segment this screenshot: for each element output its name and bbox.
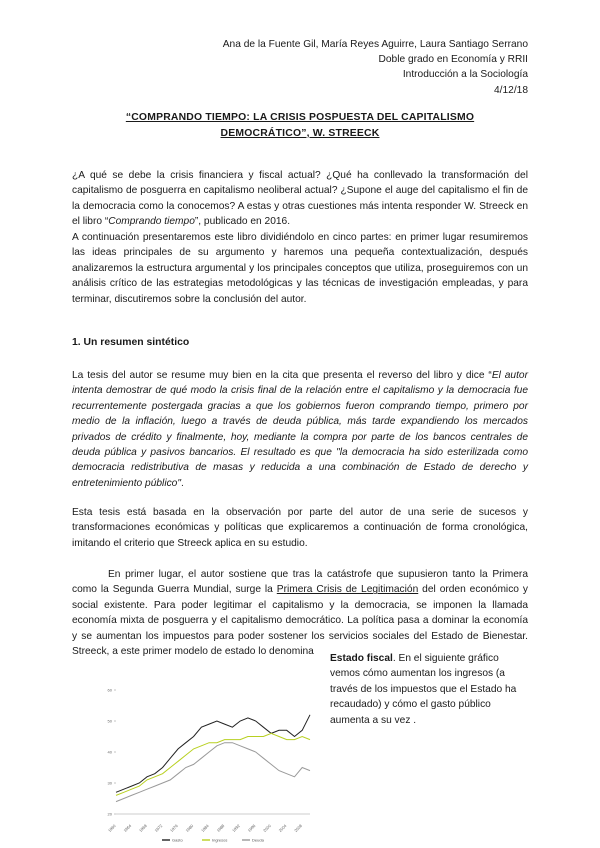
legitimation-crisis-term: Primera Crisis de Legitimación — [276, 584, 419, 596]
s1-p3-text-a: En primer lugar, el autor sostiene que tras la catástrofe que supusieron tanto la Primera como la Segunda Guerra Mundial, surge la — [72, 569, 528, 596]
intro-paragraph-1 — [72, 168, 528, 230]
header-authors: Ana de la Fuente Gil, María Reyes Aguirre, Laura Santiago Serrano — [222, 39, 528, 50]
intro-p1-text-b: ”, publicado en 2016. — [194, 216, 291, 228]
fiscal-chart-figure — [92, 676, 322, 848]
document-title — [92, 110, 508, 142]
header-degree: Doble grado en Economía y RRII — [378, 54, 528, 66]
section-1-paragraph-3 — [72, 567, 528, 659]
x-tick-label: 1988 — [215, 823, 226, 834]
legend-label: Deuda — [252, 837, 264, 843]
x-tick-label: 1968 — [137, 823, 148, 834]
x-tick-label: 1980 — [184, 823, 195, 834]
legend-label: Ingresos — [212, 837, 228, 843]
title-line-2: DEMOCRÁTICO”, W. STREECK — [220, 128, 380, 139]
book-title: Comprando tiempo — [108, 216, 195, 228]
y-tick-label: 30 — [107, 780, 112, 786]
title-line-1: “COMPRANDO TIEMPO: LA CRISIS POSPUESTA DEL CAPITALISMO — [125, 112, 475, 123]
legend-label: Gasto — [172, 837, 183, 843]
x-tick-label: 1976 — [168, 823, 179, 834]
section-1-paragraph-1 — [72, 368, 528, 491]
y-tick-label: 60 — [107, 687, 112, 693]
section-1-heading: 1. Un resumen sintético — [72, 337, 190, 348]
fiscal-line-chart — [92, 676, 322, 848]
y-tick-label: 20 — [107, 811, 112, 817]
header-date: 4/12/18 — [494, 84, 528, 96]
y-tick-label: 40 — [107, 749, 112, 755]
header-course: Introducción a la Sociología — [402, 69, 528, 81]
section-1-paragraph-2: Esta tesis está basada en la observación por parte del autor de una serie de sucesos y transformaciones económicas y políticas que explicaremos a continuación de forma cronológica, imitando el criterio que Streeck aplica en su estudio. — [72, 507, 528, 549]
header-block — [223, 37, 528, 98]
y-tick-label: 50 — [107, 718, 112, 724]
intro-p1-text-a: ¿A qué se debe la crisis financiera y fiscal actual? ¿Qué ha conllevado la transformación del capitalismo de posguerra en capitalismo neoliberal actual? ¿Supone el auge del capitalismo el fin de la democracia como la conocemos? A estas y otras cuestiones más intenta responder W. Streeck en el libro “ — [72, 170, 528, 228]
chart-background — [92, 676, 322, 848]
x-tick-label: 1972 — [153, 823, 164, 834]
x-tick-label: 1964 — [122, 823, 133, 834]
s1-p1-text-b: . — [180, 477, 184, 489]
x-tick-label: 1984 — [199, 823, 210, 834]
x-tick-label: 1996 — [246, 823, 257, 834]
x-tick-label: 1992 — [231, 823, 241, 834]
fiscal-state-term: Estado fiscal — [330, 653, 393, 664]
x-tick-label: 2004 — [277, 823, 288, 834]
caption-text: . En el siguiente gráfico vemos cómo aumentan los ingresos (a través de los impuestos que el Estado ha recaudado) y cómo el gasto público aumenta a su vez . — [330, 653, 517, 726]
intro-paragraph-2: A continuación presentaremos este libro dividiéndolo en cinco partes: en primer lugar resumiremos las ideas principales de su argumento y haremos una pequeña contextualización, después analizaremos la estructura argumental y los principales conceptos que utiliza, proseguiremos con un análisis crítico de las estrategias metodológicas y las técnicas de investigación empleadas, y para terminar, discutiremos sobre la conclusión del autor. — [72, 232, 528, 305]
s1-p1-text-a: La tesis del autor se resume muy bien en la cita que presenta el reverso del libro y dice “ — [72, 370, 492, 381]
s1-p3-text-b: del orden económico y social existente. Para poder legitimar el capitalismo y la democracia, se imponen la llamada economía mixta de posguerra y el capitalismo democrático. La política pasa a dominar la economía y se aumentan los impuestos para poder sostener los servicios sociales del Estado de Bienestar. Streeck, a este primer modelo de estado lo denomina — [72, 584, 528, 658]
x-tick-label: 2000 — [262, 823, 272, 834]
x-tick-label: 2008 — [293, 823, 303, 834]
book-quote: El autor intenta demostrar de qué modo la crisis final de la relación entre el capitalismo y la democracia fue recurrentemente postergada gracias a que los gobiernos fueron comprando tiempo, primero por medio de la inflación, luego a través de deuda pública, más tarde expandiendo los mercados privados de crédito y finalmente, hoy, mediante la compra por parte de los bancos centrales de deuda pública y pasivos bancarios. El resultado es que "la democracia ha sido esterilizada como democracia redistributiva de masas y reducida a una combinación de Estado de derecho y entretenimiento público" — [72, 370, 528, 489]
chart-caption — [330, 651, 528, 728]
x-tick-label: 1960 — [106, 823, 117, 834]
